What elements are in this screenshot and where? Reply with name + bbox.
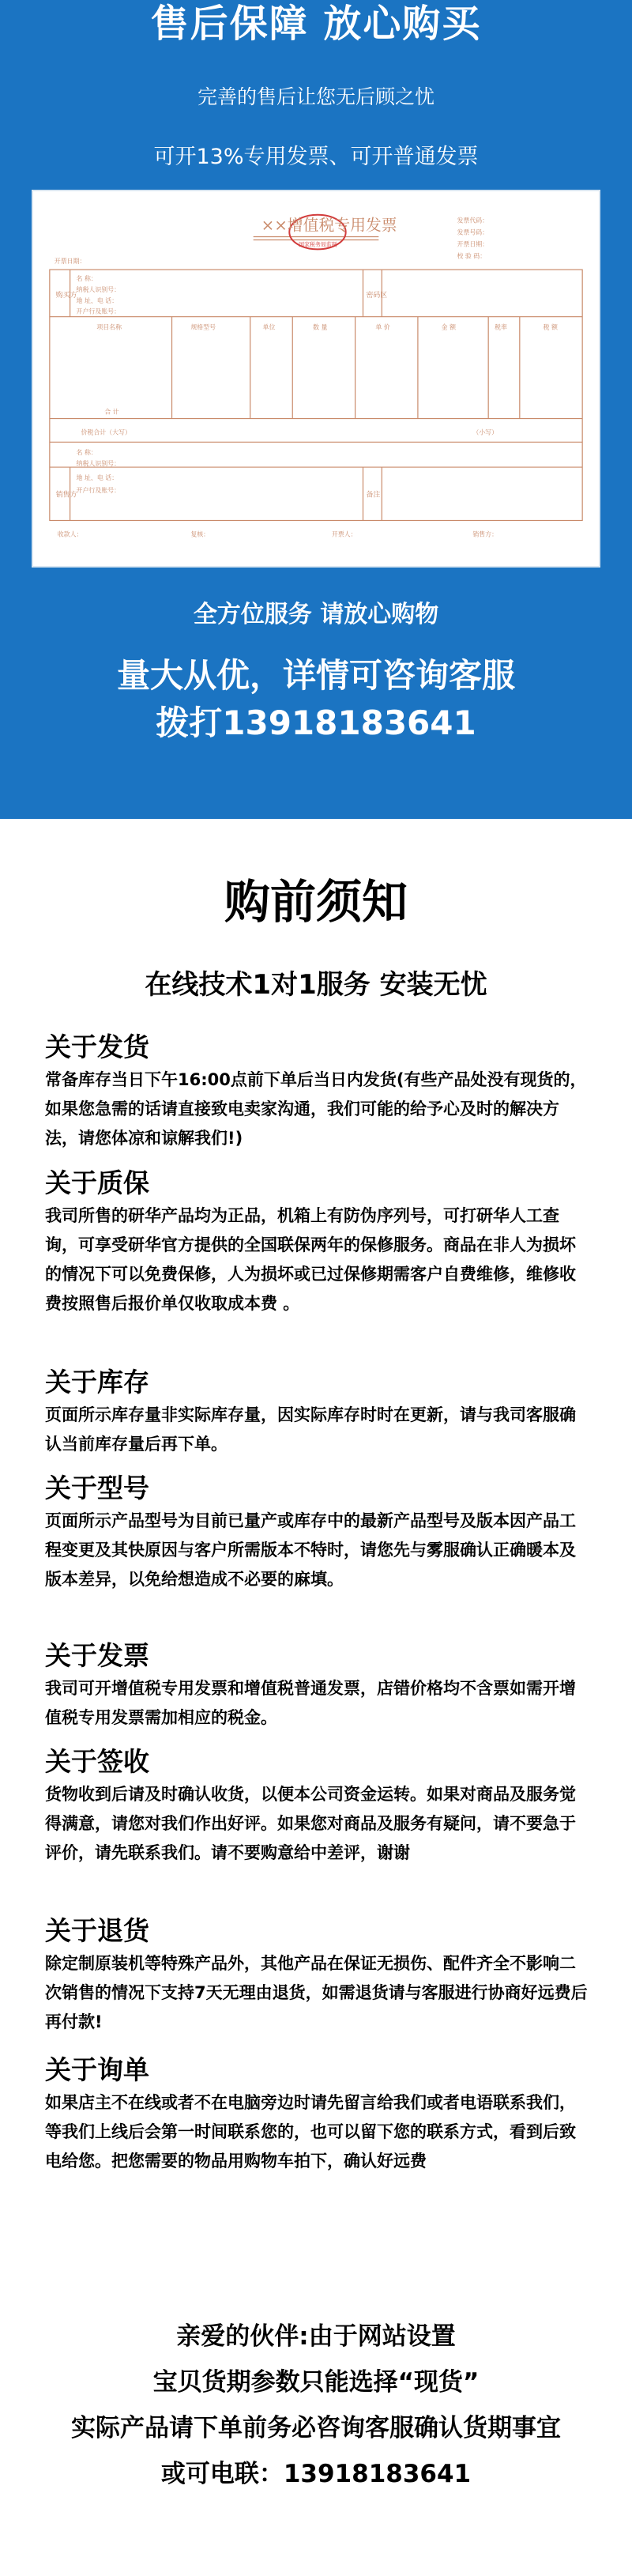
section-body-invoice: 我司可开增值税专用发票和增值税普通发票，店错价格均不含票如需开增值税专用发票需加相应的税金。: [45, 1679, 576, 1727]
closing-line-4: 或可电联：13918183641: [160, 2460, 472, 2488]
section-heading-model: 关于型号: [45, 1473, 149, 1503]
section-heading-invoice: 关于发票: [45, 1640, 149, 1671]
section-heading-inquiry: 关于询单: [45, 2054, 149, 2085]
section-heading-warranty: 关于质保: [45, 1167, 149, 1198]
invoice-illustration: [33, 191, 599, 566]
section-body-returns: 除定制原装机等特殊产品外，其他产品在保证无损伤、配件齐全不影响二次销售的情况下支持7天无理由退货，如需退货请与客服进行协商好远费后再付款!: [45, 1954, 588, 2031]
section-body-stock: 页面所示库存量非实际库存量，因实际库存时时在更新，请与我司客服确认当前库存量后再下单。: [45, 1405, 576, 1454]
invoice-col-spec: 规格型号: [190, 323, 216, 331]
section-body-warranty: 我司所售的研华产品均为正品，机箱上有防伪序列号，可打研华人工查询，可享受研华官方提供的全国联保两年的保修服务。商品在非人为损坏的情况下可以免费保修，人为损坏或已过保修期需客户自费维修，维修收费按照售后报价单仅收取成本费 。: [45, 1206, 576, 1313]
invoice-col-name: 项目名称: [96, 323, 122, 331]
bulk-discount-line: 量大从优，详情可咨询客服: [116, 656, 515, 695]
invoice-total-big-label: 价税合计（大写）: [81, 428, 131, 436]
invoice-col-unit: 单位: [262, 323, 276, 331]
invoice-seller-label: 销售方: [55, 491, 77, 500]
invoice-col-tax: 税 额: [543, 323, 558, 331]
section-body-model: 页面所示产品型号为目前已量产或库存中的最新产品型号及版本因产品工程变更及其快原因与客户所需版本不特时，请您先与雾服确认正确暖本及版本差异，以免给想造成不必要的麻填。: [45, 1511, 576, 1589]
invoice-outer-table: [50, 270, 582, 520]
banner-title: 售后保障 放心购买: [150, 2, 482, 46]
after-sales-banner: [0, 0, 632, 819]
service-slogan: 全方位服务 请放心购物: [193, 601, 439, 628]
invoice-footer-seller: 销售方：: [472, 530, 498, 538]
banner-subtitle: 完善的售后让您无后顾之忧: [197, 85, 434, 108]
sample-invoice-image: [32, 190, 600, 568]
section-heading-shipping: 关于发货: [45, 1032, 149, 1062]
invoice-stamp-text: 国家税务局监制: [299, 241, 337, 248]
notice-subtitle: 在线技术1对1服务 安装无忧: [145, 969, 487, 1001]
invoice-total-label: 合 计: [104, 408, 119, 416]
invoice-buyer-field: 地 址、电 话：: [76, 296, 118, 304]
notice-title: 购前须知: [224, 875, 408, 929]
section-heading-receipt: 关于签收: [45, 1746, 149, 1777]
invoice-footer-drawer: 开票人：: [331, 530, 357, 538]
closing-line-2: 宝贝货期参数只能选择“现货”: [152, 2368, 480, 2397]
invoice-seller-field: 地 址、电 话：: [76, 473, 118, 481]
invoice-password-area: 密码区: [366, 291, 388, 300]
section-body-receipt: 货物收到后请及时确认收货，以便本公司资金运转。如果对商品及服务觉得满意，请您对我们作出好评。如果您对商品及服务有疑问，请不要急于评价，请先联系我们。请不要购意给中差评，谢谢: [45, 1785, 576, 1862]
invoice-total-small-label: （小写）: [472, 428, 498, 436]
invoice-seller-field: 纳税人识别号：: [76, 460, 121, 468]
invoice-date-label: 开票日期：: [54, 258, 86, 266]
invoice-footer-reviewer: 复核：: [190, 530, 210, 538]
invoice-buyer-field: 纳税人识别号：: [76, 285, 121, 293]
invoice-col-amount: 金 额: [441, 323, 457, 331]
section-body-inquiry: 如果店主不在线或者不在电脑旁边时请先留言给我们或者电语联系我们，等我们上线后会第一时间联系您的，也可以留下您的联系方式，看到后致电给您。把您需要的物品用购物车拍下，确认好远费: [45, 2093, 576, 2171]
invoice-number-label: 发票号码：: [457, 228, 489, 236]
phone-line: 拨打13918183641: [156, 703, 476, 742]
purchase-notice: [0, 819, 632, 2576]
invoice-col-rate: 税率: [495, 323, 507, 331]
invoice-issue-date-label: 开票日期：: [457, 240, 489, 248]
closing-line-1: 亲爱的伙伴:由于网站设置: [176, 2322, 456, 2351]
section-heading-stock: 关于库存: [45, 1367, 149, 1397]
invoice-col-price: 单 价: [375, 323, 390, 331]
invoice-seller-field: 名 称：: [76, 449, 97, 457]
invoice-availability: 可开13%专用发票、可开普通发票: [153, 145, 479, 169]
invoice-check-code-label: 校 验 码：: [457, 252, 487, 260]
invoice-remarks-label: 备注: [366, 491, 381, 500]
invoice-footer-payee: 收款人：: [57, 530, 83, 538]
section-heading-returns: 关于退货: [45, 1915, 149, 1946]
invoice-buyer-field: 开户行及账号：: [76, 307, 121, 315]
invoice-buyer-label: 购买方: [55, 291, 77, 300]
invoice-seller-field: 开户行及账号：: [76, 486, 121, 494]
invoice-heading: ××增值税专用发票: [261, 216, 397, 235]
invoice-code-label: 发票代码：: [457, 217, 489, 224]
invoice-col-qty: 数 量: [313, 323, 328, 331]
invoice-buyer-field: 名 称：: [76, 275, 97, 283]
section-body-shipping: 常备库存当日下午16:00点前下单后当日内发货(有些产品处没有现货的，如果您急需的话请直接致电卖家沟通，我们可能的给予心及时的解决方法，请您体凉和谅解我们!): [45, 1070, 587, 1148]
closing-line-3: 实际产品请下单前务必咨询客服确认货期事宜: [71, 2414, 561, 2442]
